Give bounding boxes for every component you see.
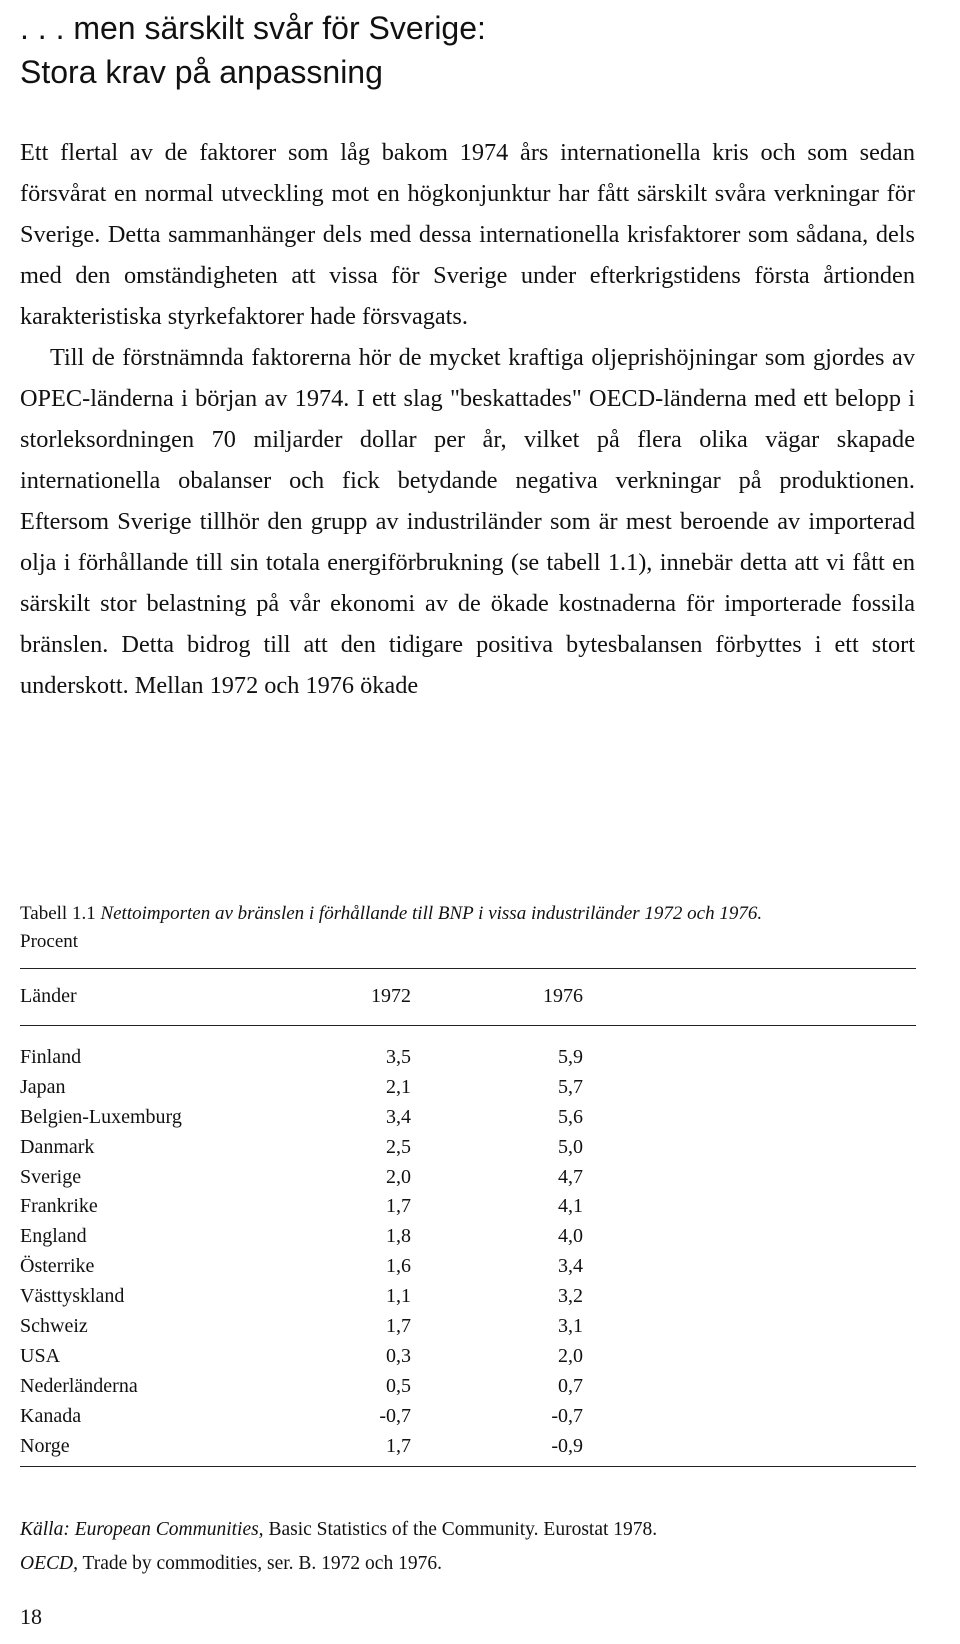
row-value-1972: 0,3 — [386, 1344, 411, 1367]
row-value-1972: 1,7 — [386, 1434, 411, 1457]
row-value-1972: 1,7 — [386, 1315, 411, 1338]
source-2-author: OECD, — [20, 1553, 78, 1574]
row-country: Österrike — [20, 1255, 95, 1278]
row-value-1972: 1,6 — [386, 1255, 411, 1278]
row-value-1976: -0,7 — [551, 1404, 583, 1427]
row-country: Sverige — [20, 1165, 82, 1188]
row-value-1972: 2,5 — [386, 1135, 411, 1158]
table-row — [20, 1342, 916, 1372]
row-country: Danmark — [20, 1135, 95, 1158]
table-bottom-rule — [20, 1466, 916, 1467]
header-country: Länder — [20, 985, 77, 1007]
row-value-1976: 4,1 — [558, 1195, 583, 1218]
body-text — [20, 132, 915, 706]
row-country: England — [20, 1225, 87, 1248]
row-country: Belgien-Luxemburg — [20, 1105, 182, 1128]
row-value-1976: 5,0 — [558, 1135, 583, 1158]
source-1-author: Källa: European Communities, — [20, 1519, 264, 1540]
row-value-1976: 3,4 — [558, 1255, 583, 1278]
source-1-text: Basic Statistics of the Community. Eurostat 1978. — [263, 1519, 658, 1540]
section-heading — [20, 6, 486, 94]
heading-line-2: Stora krav på anpassning — [20, 54, 383, 90]
table-row — [20, 1252, 916, 1282]
row-value-1976: 2,0 — [558, 1344, 583, 1367]
row-value-1976: 5,6 — [558, 1105, 583, 1128]
heading-line-1: . . . men särskilt svår för Sverige: — [20, 10, 486, 46]
table-row — [20, 1192, 916, 1222]
table-row — [20, 1282, 916, 1312]
table-row — [20, 1073, 916, 1103]
row-value-1976: 3,2 — [558, 1285, 583, 1308]
table-row — [20, 1103, 916, 1133]
row-value-1972: 1,8 — [386, 1225, 411, 1248]
table-row — [20, 1222, 916, 1252]
row-value-1976: 4,7 — [558, 1165, 583, 1188]
row-value-1972: 1,1 — [386, 1285, 411, 1308]
row-value-1972: 0,5 — [386, 1374, 411, 1397]
table-title: Nettoimporten av bränslen i förhållande till BNP i vissa industriländer 1972 och 1976. — [100, 903, 763, 924]
table-unit: Procent — [20, 931, 79, 952]
paragraph-2: Till de förstnämnda faktorerna hör de mycket kraftiga oljeprishöjningar som gjordes av OPEC-länderna i början av 1974. I ett slag "beskattades" OECD-länderna med ett belopp i storleksordningen 70 miljarder dollar per år, vilket på flera olika vägar skapade internationella obalanser och fick betydande negativa verkningar på produktionen. Eftersom Sverige tillhör den grupp av industriländer som är mest beroende av importerad olja i förhållande till sin totala energiförbrukning (se tabell 1.1), innebär detta att vi fått en särskilt stor belastning på vår ekonomi av de ökade kostnaderna för importerade fossila bränslen. Detta bidrog till att den tidigare positiva bytesbalansen förbyttes i ett stort underskott. Mellan 1972 och 1976 ökade — [20, 344, 915, 699]
table-label: Tabell 1.1 — [20, 903, 96, 924]
row-value-1976: 5,9 — [558, 1046, 583, 1068]
row-value-1972: -0,7 — [379, 1404, 411, 1427]
row-value-1976: -0,9 — [551, 1434, 583, 1457]
table-row — [20, 1133, 916, 1163]
paragraph-1: Ett flertal av de faktorer som låg bakom 1974 års internationella kris och som sedan försvårat en normal utveckling mot en högkonjunktur har fått särskilt svåra verkningar för Sverige. Detta sammanhänger dels med dessa internationella krisfaktorer som sådana, dels med den omständigheten att vissa för Sverige under efterkrigstidens första årtionden karakteristiska styrkefaktorer hade försvagats. — [20, 139, 915, 330]
source-line-2 — [20, 1547, 920, 1581]
row-value-1972: 3,5 — [386, 1046, 411, 1068]
table-row — [20, 1043, 916, 1073]
row-value-1972: 2,1 — [386, 1075, 411, 1098]
header-1976: 1976 — [543, 985, 583, 1007]
table-row — [20, 1312, 916, 1342]
row-country: Norge — [20, 1434, 70, 1457]
row-value-1976: 4,0 — [558, 1225, 583, 1248]
row-country: Frankrike — [20, 1195, 98, 1218]
table-body — [20, 1043, 916, 1461]
row-country: USA — [20, 1344, 61, 1367]
table-source — [20, 1513, 920, 1581]
table-header-row — [20, 985, 916, 1015]
row-value-1972: 1,7 — [386, 1195, 411, 1218]
row-country: Finland — [20, 1046, 82, 1068]
row-country: Nederländerna — [20, 1374, 138, 1397]
page-number: 18 — [20, 1604, 42, 1629]
table-row — [20, 1372, 916, 1402]
row-value-1976: 3,1 — [558, 1315, 583, 1338]
source-2-text: Trade by commodities, ser. B. 1972 och 1976. — [77, 1553, 442, 1574]
row-country: Japan — [20, 1075, 66, 1098]
row-country: Kanada — [20, 1404, 82, 1427]
table-row — [20, 1432, 916, 1462]
source-line-1 — [20, 1513, 920, 1547]
row-value-1976: 5,7 — [558, 1075, 583, 1098]
row-value-1972: 3,4 — [386, 1105, 411, 1128]
row-country: Västtyskland — [20, 1285, 125, 1308]
row-value-1972: 2,0 — [386, 1165, 411, 1188]
table-caption — [20, 900, 920, 956]
row-country: Schweiz — [20, 1315, 88, 1338]
row-value-1976: 0,7 — [558, 1374, 583, 1397]
table-top-rule — [20, 968, 916, 969]
header-1972: 1972 — [371, 985, 411, 1007]
table-row — [20, 1163, 916, 1193]
table-row — [20, 1402, 916, 1432]
table-header-rule — [20, 1025, 916, 1026]
